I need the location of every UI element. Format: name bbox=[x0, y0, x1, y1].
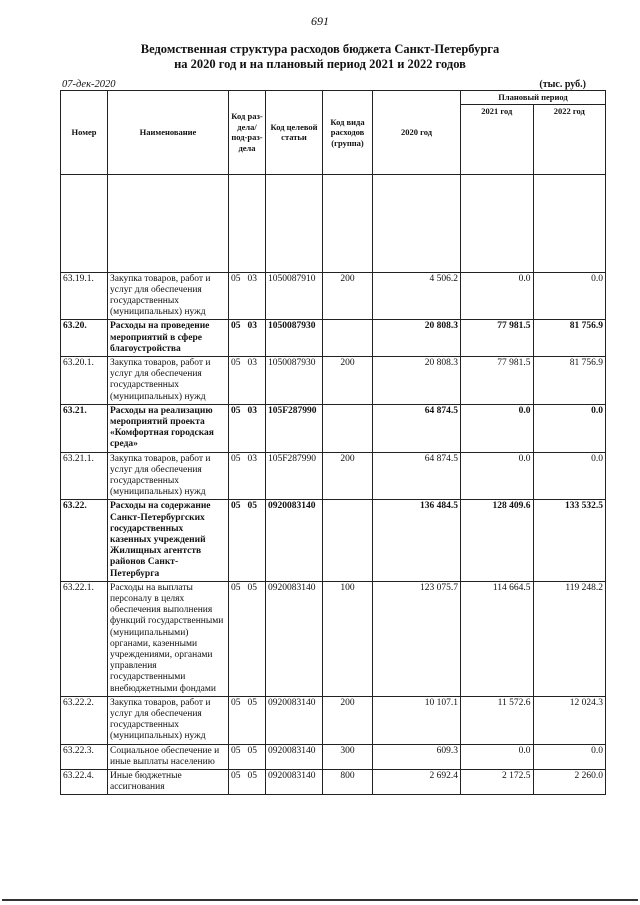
row-kvr: 300 bbox=[323, 744, 373, 769]
row-kvr bbox=[323, 404, 373, 452]
row-2021: 2 172.5 bbox=[461, 770, 534, 795]
table-row bbox=[61, 500, 606, 581]
row-name: Расходы на выплаты персоналу в целях обеспечения выполнения функций государственными (муниципальными) органами, казенными учреждениями, органами управления государственными внебюджетными фондами bbox=[108, 581, 229, 696]
row-2022: 119 248.2 bbox=[533, 581, 606, 696]
row-kvr: 200 bbox=[323, 356, 373, 404]
row-prz: 05 bbox=[247, 582, 257, 593]
row-kvr bbox=[323, 500, 373, 581]
row-2020: 123 075.7 bbox=[373, 581, 461, 696]
header-razdel: Код раз-дела/ под-раз-дела bbox=[229, 91, 266, 175]
row-prz: 05 bbox=[247, 697, 257, 708]
row-razdel bbox=[229, 272, 266, 320]
row-csr: 0920083140 bbox=[266, 696, 323, 744]
row-number: 63.22. bbox=[61, 500, 108, 581]
row-name: Расходы на реализацию мероприятий проекта «Комфортная городская среда» bbox=[108, 404, 229, 452]
row-csr: 1050087930 bbox=[266, 320, 323, 357]
table-body bbox=[61, 272, 606, 795]
row-kvr: 200 bbox=[323, 452, 373, 500]
header-name: Наименование bbox=[108, 91, 229, 175]
row-2020: 20 808.3 bbox=[373, 356, 461, 404]
table-row bbox=[61, 452, 606, 500]
row-name: Расходы на проведение мероприятий в сфере благоустройства bbox=[108, 320, 229, 357]
row-razdel bbox=[229, 696, 266, 744]
row-kvr bbox=[323, 320, 373, 357]
row-razdel bbox=[229, 500, 266, 581]
row-2021: 128 409.6 bbox=[461, 500, 534, 581]
row-2020: 2 692.4 bbox=[373, 770, 461, 795]
row-prz: 03 bbox=[247, 357, 257, 368]
budget-table bbox=[60, 90, 606, 795]
row-csr: 0920083140 bbox=[266, 770, 323, 795]
row-2021: 77 981.5 bbox=[461, 320, 534, 357]
row-rz: 05 bbox=[231, 771, 241, 782]
table-row bbox=[61, 770, 606, 795]
row-2021: 0.0 bbox=[461, 404, 534, 452]
table-row bbox=[61, 744, 606, 769]
row-number: 63.20.1. bbox=[61, 356, 108, 404]
header-number: Номер bbox=[61, 91, 108, 175]
row-2022: 0.0 bbox=[533, 272, 606, 320]
row-razdel bbox=[229, 452, 266, 500]
row-number: 63.22.4. bbox=[61, 770, 108, 795]
header-kvr: Код вида расходов (группа) bbox=[323, 91, 373, 175]
row-name: Закупка товаров, работ и услуг для обеспечения государственных (муниципальных) нужд bbox=[108, 696, 229, 744]
table-row bbox=[61, 404, 606, 452]
table-row bbox=[61, 581, 606, 696]
row-name: Иные бюджетные ассигнования bbox=[108, 770, 229, 795]
row-prz: 03 bbox=[247, 273, 257, 284]
row-csr: 105F287990 bbox=[266, 404, 323, 452]
row-number: 63.22.1. bbox=[61, 581, 108, 696]
row-rz: 05 bbox=[231, 697, 241, 708]
row-number: 63.20. bbox=[61, 320, 108, 357]
row-razdel bbox=[229, 581, 266, 696]
row-rz: 05 bbox=[231, 273, 241, 284]
row-csr: 0920083140 bbox=[266, 581, 323, 696]
row-2022: 133 532.5 bbox=[533, 500, 606, 581]
table-row bbox=[61, 272, 606, 320]
row-prz: 03 bbox=[247, 405, 257, 416]
header-2020: 2020 год bbox=[373, 91, 461, 175]
row-number: 63.21. bbox=[61, 404, 108, 452]
row-2020: 4 506.2 bbox=[373, 272, 461, 320]
row-csr: 0920083140 bbox=[266, 500, 323, 581]
row-prz: 05 bbox=[247, 771, 257, 782]
row-rz: 05 bbox=[231, 405, 241, 416]
row-csr: 1050087910 bbox=[266, 272, 323, 320]
row-name: Закупка товаров, работ и услуг для обеспечения государственных (муниципальных) нужд bbox=[108, 452, 229, 500]
report-date: 07-дек-2020 bbox=[62, 79, 116, 90]
row-rz: 05 bbox=[231, 321, 241, 332]
row-razdel bbox=[229, 770, 266, 795]
title-line-2: на 2020 год и на плановый период 2021 и 2022 годов bbox=[174, 57, 466, 71]
row-razdel bbox=[229, 320, 266, 357]
title-line-1: Ведомственная структура расходов бюджета Санкт-Петербурга bbox=[140, 42, 500, 56]
row-2021: 0.0 bbox=[461, 272, 534, 320]
row-2020: 136 484.5 bbox=[373, 500, 461, 581]
row-2020: 64 874.5 bbox=[373, 452, 461, 500]
page-bottom-rule bbox=[2, 899, 638, 901]
row-prz: 05 bbox=[247, 501, 257, 512]
row-name: Закупка товаров, работ и услуг для обеспечения государственных (муниципальных) нужд bbox=[108, 272, 229, 320]
row-number: 63.19.1. bbox=[61, 272, 108, 320]
row-2021: 0.0 bbox=[461, 744, 534, 769]
row-2022: 0.0 bbox=[533, 452, 606, 500]
row-kvr: 200 bbox=[323, 272, 373, 320]
row-2022: 12 024.3 bbox=[533, 696, 606, 744]
row-name: Расходы на содержание Санкт-Петербургских государственных казенных учреждений Жилищных агентств районов Санкт-Петербурга bbox=[108, 500, 229, 581]
row-2022: 0.0 bbox=[533, 744, 606, 769]
document-title bbox=[0, 42, 640, 72]
row-2020: 10 107.1 bbox=[373, 696, 461, 744]
row-kvr: 100 bbox=[323, 581, 373, 696]
row-number: 63.21.1. bbox=[61, 452, 108, 500]
units-label: (тыс. руб.) bbox=[539, 79, 586, 90]
row-csr: 105F287990 bbox=[266, 452, 323, 500]
row-2022: 2 260.0 bbox=[533, 770, 606, 795]
row-number: 63.22.2. bbox=[61, 696, 108, 744]
row-2021: 11 572.6 bbox=[461, 696, 534, 744]
table-row bbox=[61, 356, 606, 404]
row-2022: 81 756.9 bbox=[533, 356, 606, 404]
row-rz: 05 bbox=[231, 357, 241, 368]
row-razdel bbox=[229, 744, 266, 769]
row-rz: 05 bbox=[231, 582, 241, 593]
header-2021: 2021 год bbox=[461, 104, 534, 174]
row-rz: 05 bbox=[231, 453, 241, 464]
row-kvr: 800 bbox=[323, 770, 373, 795]
row-kvr: 200 bbox=[323, 696, 373, 744]
row-name: Социальное обеспечение и иные выплаты населению bbox=[108, 744, 229, 769]
row-razdel bbox=[229, 356, 266, 404]
row-rz: 05 bbox=[231, 745, 241, 756]
row-2020: 20 808.3 bbox=[373, 320, 461, 357]
table-row bbox=[61, 320, 606, 357]
row-name: Закупка товаров, работ и услуг для обеспечения государственных (муниципальных) нужд bbox=[108, 356, 229, 404]
row-number: 63.22.3. bbox=[61, 744, 108, 769]
table-header bbox=[61, 91, 606, 273]
table-row bbox=[61, 696, 606, 744]
header-spacer-row bbox=[61, 174, 606, 272]
row-2021: 0.0 bbox=[461, 452, 534, 500]
row-2021: 114 664.5 bbox=[461, 581, 534, 696]
row-2022: 81 756.9 bbox=[533, 320, 606, 357]
page-number: 691 bbox=[311, 14, 329, 28]
row-2022: 0.0 bbox=[533, 404, 606, 452]
row-prz: 03 bbox=[247, 453, 257, 464]
row-2020: 609.3 bbox=[373, 744, 461, 769]
row-2020: 64 874.5 bbox=[373, 404, 461, 452]
header-csr: Код целевой статьи bbox=[266, 91, 323, 175]
header-planned-period: Плановый период bbox=[461, 91, 606, 105]
row-razdel bbox=[229, 404, 266, 452]
row-prz: 05 bbox=[247, 745, 257, 756]
row-2021: 77 981.5 bbox=[461, 356, 534, 404]
row-rz: 05 bbox=[231, 501, 241, 512]
header-2022: 2022 год bbox=[533, 104, 606, 174]
row-csr: 0920083140 bbox=[266, 744, 323, 769]
row-prz: 03 bbox=[247, 321, 257, 332]
row-csr: 1050087930 bbox=[266, 356, 323, 404]
